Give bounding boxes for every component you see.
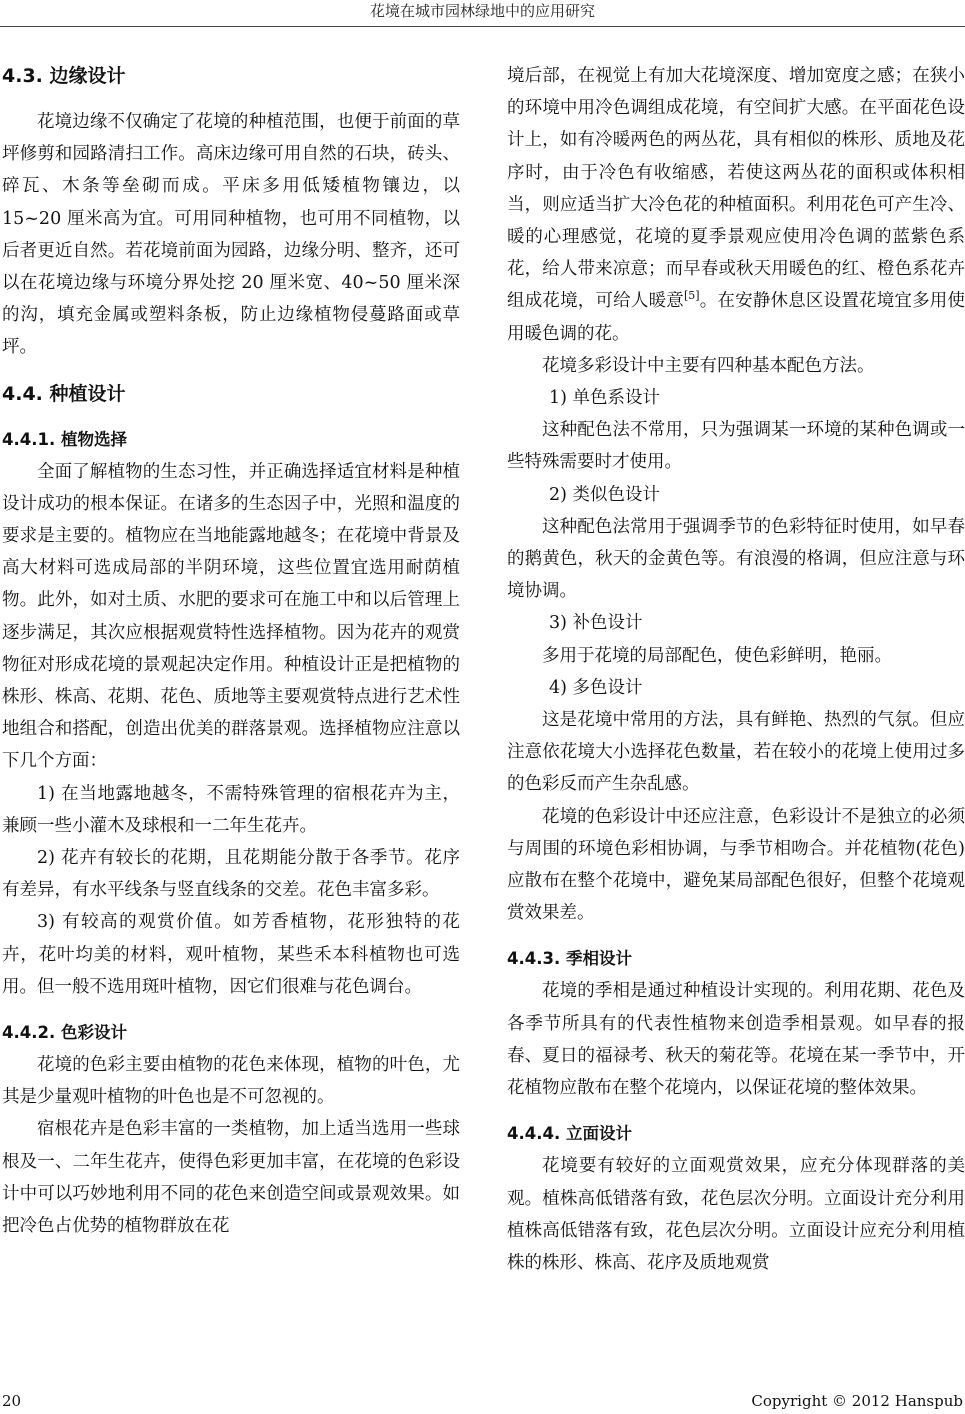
paragraph-color-continued-tail: 。在安静休息区设置花境宜多用使用暖色调的花。	[507, 291, 965, 344]
subsection-heading-4-4-4: 4.4.4. 立面设计	[507, 1124, 632, 1144]
paragraph-edge-design: 花境边缘不仅确定了花境的种植范围，也便于前面的草坪修剪和园路清扫工作。高床边缘可用自然的石块，砖头、碎瓦、木条等垒砌而成。平床多用低矮植物镶边，以 15~20 厘米高为宜。可用同种植物，也可用不同植物，以后者更近自然。若花境前面为园路，边缘分明、整齐，还可以在花境边缘与环境分界处挖 20 厘米宽、40~50 厘米深的沟，填充金属或塑料条板，防止边缘植物侵蔓路面或草坪。	[2, 112, 460, 358]
left-column	[2, 60, 460, 1242]
paragraph-plant-selection: 全面了解植物的生态习性，并正确选择适宜材料是种植设计成功的根本保证。在诸多的生态因子中，光照和温度的要求是主要的。植物应在当地能露地越冬；在花境中背景及高大材料可选成局部的半阴环境，这些位置宜选用耐荫植物。此外，如对土质、水肥的要求可在施工中和以后管理上逐步满足，其次应根据观赏特性选择植物。因为花卉的观赏物征对形成花境的景观起决定作用。种植设计正是把植物的株形、株高、花期、花色、质地等主要观赏特点进行艺术性地组合和搭配，创造出优美的群落景观。选择植物应注意以下几个方面：	[2, 461, 460, 772]
right-column	[507, 60, 965, 1279]
paragraph-color-notes: 花境的色彩设计中还应注意，色彩设计不是独立的必须与周围的环境色彩相协调，与季节相吻合。并花植物(花色)应散布在整个花境中，避免某局部配色很好，但整个花境观赏效果差。	[507, 806, 965, 924]
paragraph-color-continued	[507, 60, 965, 350]
subsection-heading-4-4-2: 4.4.2. 色彩设计	[2, 1023, 127, 1043]
subsection-heading-4-4-3: 4.4.3. 季相设计	[507, 949, 632, 969]
method-3-title: 3) 补色设计	[549, 613, 643, 634]
method-2-title: 2) 类似色设计	[549, 484, 661, 505]
paragraph-seasonal-design: 花境的季相是通过种植设计实现的。利用花期、花色及各季节所具有的代表性植物来创造季相景观。如早春的报春、夏日的福禄考、秋天的菊花等。花境在某一季节中，开花植物应散布在整个花境内，以保证花境的整体效果。	[507, 981, 965, 1099]
section-heading-4-3: 4.3. 边缘设计	[2, 65, 126, 87]
method-4-text: 这是花境中常用的方法，具有鲜艳、热烈的气氛。但应注意依花境大小选择花色数量，若在较小的花境上使用过多的色彩反而产生杂乱感。	[507, 710, 965, 795]
list-item-1: 1) 在当地露地越冬，不需特殊管理的宿根花卉为主，兼顾一些小灌木及球根和一二年生花卉。	[2, 783, 460, 836]
list-item-2: 2) 花卉有较长的花期，且花期能分散于各季节。花序有差异，有水平线条与竖直线条的交差。花色丰富多彩。	[2, 848, 460, 901]
method-4-title: 4) 多色设计	[549, 677, 643, 698]
copyright: Copyright © 2012 Hanspub	[751, 1392, 963, 1410]
paragraph-color-continued-text: 境后部，在视觉上有加大花境深度、增加宽度之感；在狭小的环境中用冷色调组成花境，有空间扩大感。在平面花色设计上，如有冷暖两色的两丛花，具有相似的株形、质地及花序时，由于冷色有收缩感，若使这两丛花的面积或体积相当，则应适当扩大冷色花的种植面积。利用花色可产生冷、暖的心理感觉，花境的夏季景观应使用冷色调的蓝紫色系花，给人带来凉意；而早春或秋天用暖色的红、橙色系花卉组成花境，可给人暖意	[507, 66, 965, 312]
method-1-title: 1) 单色系设计	[549, 388, 661, 409]
header-rule	[0, 26, 965, 27]
method-3-text: 多用于花境的局部配色，使色彩鲜明，艳丽。	[542, 645, 892, 666]
running-title: 花境在城市园林绿地中的应用研究	[369, 2, 595, 20]
running-header	[0, 0, 965, 34]
list-item-3: 3) 有较高的观赏价值。如芳香植物，花形独特的花卉，花叶均美的材料，观叶植物，某些禾本科植物也可选用。但一般不选用斑叶植物，因它们很难与花色调台。	[2, 912, 460, 997]
paragraph-color-design-1: 花境的色彩主要由植物的花色来体现，植物的叶色，尤其是少量观叶植物的叶色也是不可忽视的。	[2, 1055, 460, 1108]
paragraph-elevation-design: 花境要有较好的立面观赏效果，应充分体现群落的美观。植株高低错落有致，花色层次分明。立面设计充分利用植株高低错落有致，花色层次分明。立面设计应充分利用植株的株形、株高、花序及质地观赏	[507, 1156, 965, 1273]
subsection-heading-4-4-1: 4.4.1. 植物选择	[2, 429, 127, 449]
section-heading-4-4: 4.4. 种植设计	[2, 382, 126, 405]
paragraph-four-methods: 花境多彩设计中主要有四种基本配色方法。	[542, 355, 875, 376]
citation-ref: [5]	[683, 289, 700, 303]
method-1-text: 这种配色法不常用，只为强调某一环境的某种色调或一些特殊需要时才使用。	[507, 420, 965, 473]
method-2-text: 这种配色法常用于强调季节的色彩特征时使用，如早春的鹅黄色，秋天的金黄色等。有浪漫的格调，但应注意与环境协调。	[507, 516, 965, 602]
paragraph-color-design-2: 宿根花卉是色彩丰富的一类植物，加上适当选用一些球根及一、二年生花卉，使得色彩更加丰富，在花境的色彩设计中可以巧妙地利用不同的花色来创造空间或景观效果。如把冷色占优势的植物群放在花	[2, 1119, 460, 1237]
page-number: 20	[2, 1392, 22, 1410]
